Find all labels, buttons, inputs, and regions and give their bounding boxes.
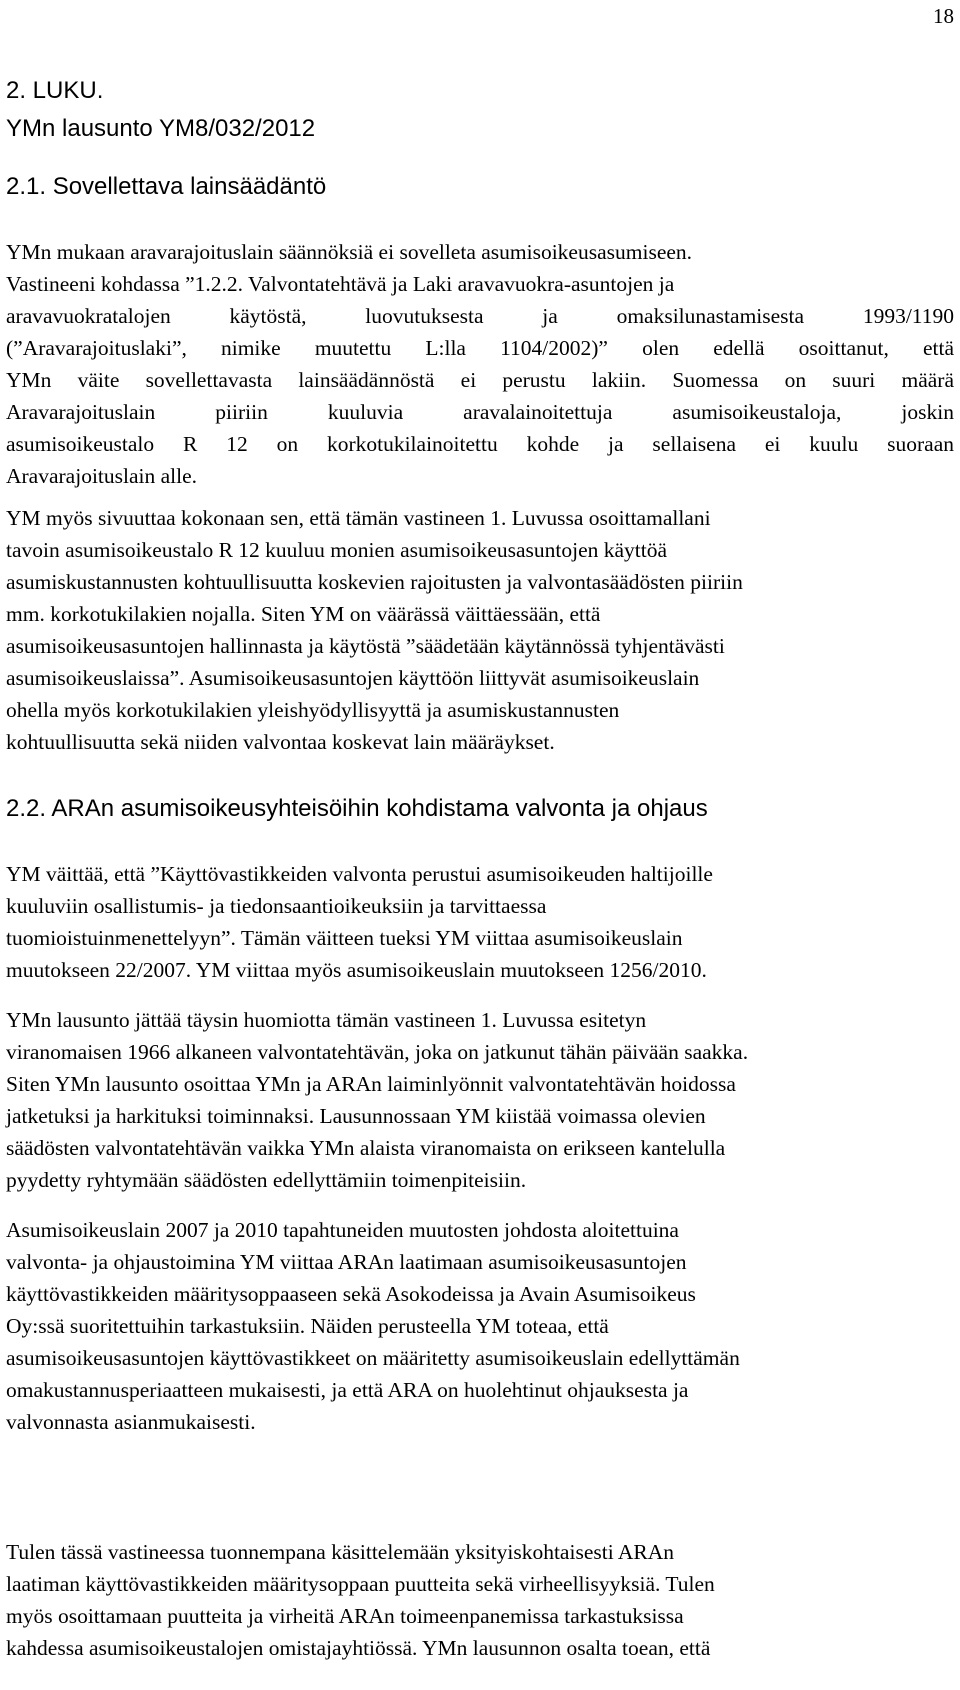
text-line: säädösten valvontatehtävän vaikka YMn alaista viranomaista on erikseen kantelulla	[6, 1136, 726, 1160]
text-line: YM väittää, että ”Käyttövastikkeiden valvonta perustui asumisoikeuden haltijoille	[6, 862, 713, 886]
text-line: YMn mukaan aravarajoituslain säännöksiä ei sovelleta asumisoikeusasumiseen.	[6, 240, 693, 264]
chapter-title: YMn lausunto YM8/032/2012	[6, 115, 316, 142]
text-line: tavoin asumisoikeustalo R 12 kuuluu monien asumisoikeusasuntojen käyttöä	[6, 538, 668, 562]
text-line: viranomaisen 1966 alkaneen valvontatehtävän, joka on jatkunut tähän päivään saakka.	[6, 1040, 749, 1064]
text-line: tuomioistuinmenettelyyn”. Tämän väitteen tueksi YM viittaa asumisoikeuslain	[6, 926, 683, 950]
text-line: Aravarajoituslain piiriin kuuluvia aravalainoitettuja asumisoikeustaloja, joskin	[6, 400, 954, 424]
text-line: asumisoikeusasuntojen hallinnasta ja käytöstä ”säädetään käytännössä tyhjentävästi	[6, 634, 725, 658]
text-line: kahdessa asumisoikeustalojen omistajayhtiössä. YMn lausunnon osalta toean, että	[6, 1636, 711, 1660]
text-line: YM myös sivuuttaa kokonaan sen, että tämän vastineen 1. Luvussa osoittamallani	[6, 506, 711, 530]
text-line: jatketuksi ja harkituksi toiminnaksi. Lausunnossaan YM kiistää voimassa olevien	[6, 1104, 706, 1128]
section-2-1-para-2	[6, 502, 954, 758]
text-line: Siten YMn lausunto osoittaa YMn ja ARAn laiminlyönnit valvontatehtävän hoidossa	[6, 1072, 736, 1096]
text-line: asumiskustannusten kohtuullisuutta koskevien rajoitusten ja valvontasäädösten piiriin	[6, 570, 743, 594]
text-line: käyttövastikkeiden määritysoppaaseen sekä Asokodeissa ja Avain Asumisoikeus	[6, 1282, 696, 1306]
text-line: Aravarajoituslain alle.	[6, 464, 198, 488]
text-line: asumisoikeustalo R 12 on korkotukilainoitettu kohde ja sellaisena ei kuulu suoraan	[6, 432, 954, 456]
text-line: myös osoittamaan puutteita ja virheitä ARAn toimeenpanemissa tarkastuksissa	[6, 1604, 684, 1628]
chapter-label: 2. LUKU.	[6, 77, 104, 104]
section-2-2-para-3	[6, 1214, 954, 1438]
text-line: kuuluviin osallistumis- ja tiedonsaantioikeuksiin ja tarvittaessa	[6, 894, 547, 918]
text-line: omakustannusperiaatteen mukaisesti, ja että ARA on huolehtinut ohjauksesta ja	[6, 1378, 689, 1402]
section-2-2-para-2	[6, 1004, 954, 1196]
text-line: YMn lausunto jättää täysin huomiotta tämän vastineen 1. Luvussa esitetyn	[6, 1008, 647, 1032]
text-line: (”Aravarajoituslaki”, nimike muutettu L:lla 1104/2002)” olen edellä osoittanut, että	[6, 336, 954, 360]
text-line: asumisoikeuslaissa”. Asumisoikeusasuntojen käyttöön liittyvät asumisoikeuslain	[6, 666, 700, 690]
section-2-1-intro	[6, 236, 954, 268]
text-line: valvonnasta asianmukaisesti.	[6, 1410, 256, 1434]
text-line: aravavuokratalojen käytöstä, luovutuksesta ja omaksilunastamisesta 1993/1190	[6, 304, 954, 328]
text-line: muutokseen 22/2007. YM viittaa myös asumisoikeuslain muutokseen 1256/2010.	[6, 958, 707, 982]
text-line: Tulen tässä vastineessa tuonnempana käsittelemään yksityiskohtaisesti ARAn	[6, 1540, 675, 1564]
section-2-2-para-4	[6, 1536, 954, 1664]
text-line: Asumisoikeuslain 2007 ja 2010 tapahtuneiden muutosten johdosta aloitettuina	[6, 1218, 679, 1242]
text-line: mm. korkotukilakien nojalla. Siten YM on väärässä väittäessään, että	[6, 602, 601, 626]
text-run: Valvontatehtävä ja Laki aravavuokra-asuntojen ja	[248, 272, 675, 296]
section-heading-2-2: 2.2. ARAn asumisoikeusyhteisöihin kohdistama valvonta ja ohjaus	[6, 795, 708, 822]
text-line: ohella myös korkotukilakien yleishyödyllisyyttä ja asumiskustannusten	[6, 698, 620, 722]
text-line: valvonta- ja ohjaustoimina YM viittaa ARAn laatimaan asumisoikeusasuntojen	[6, 1250, 687, 1274]
text-line: pyydetty ryhtymään säädösten edellyttämiin toimenpiteisiin.	[6, 1168, 527, 1192]
text-line	[6, 268, 954, 300]
text-line: asumisoikeusasuntojen käyttövastikkeet on määritetty asumisoikeuslain edellyttämän	[6, 1346, 740, 1370]
section-2-1-para-1	[6, 268, 954, 492]
section-2-2-para-1	[6, 858, 954, 986]
text-line: Oy:ssä suoritettuihin tarkastuksiin. Näiden perusteella YM toteaa, että	[6, 1314, 609, 1338]
text-line: laatiman käyttövastikkeiden määritysoppaan puutteita sekä virheellisyyksiä. Tulen	[6, 1572, 715, 1596]
text-line: YMn väite sovellettavasta lainsäädännöstä ei perustu lakiin. Suomessa on suuri määrä	[6, 368, 954, 392]
page-number: 18	[933, 4, 954, 28]
text-run: Vastineeni kohdassa ”1.2.2.	[6, 272, 249, 296]
text-line: kohtuullisuutta sekä niiden valvontaa koskevat lain määräykset.	[6, 730, 555, 754]
section-heading-2-1: 2.1. Sovellettava lainsäädäntö	[6, 173, 327, 200]
